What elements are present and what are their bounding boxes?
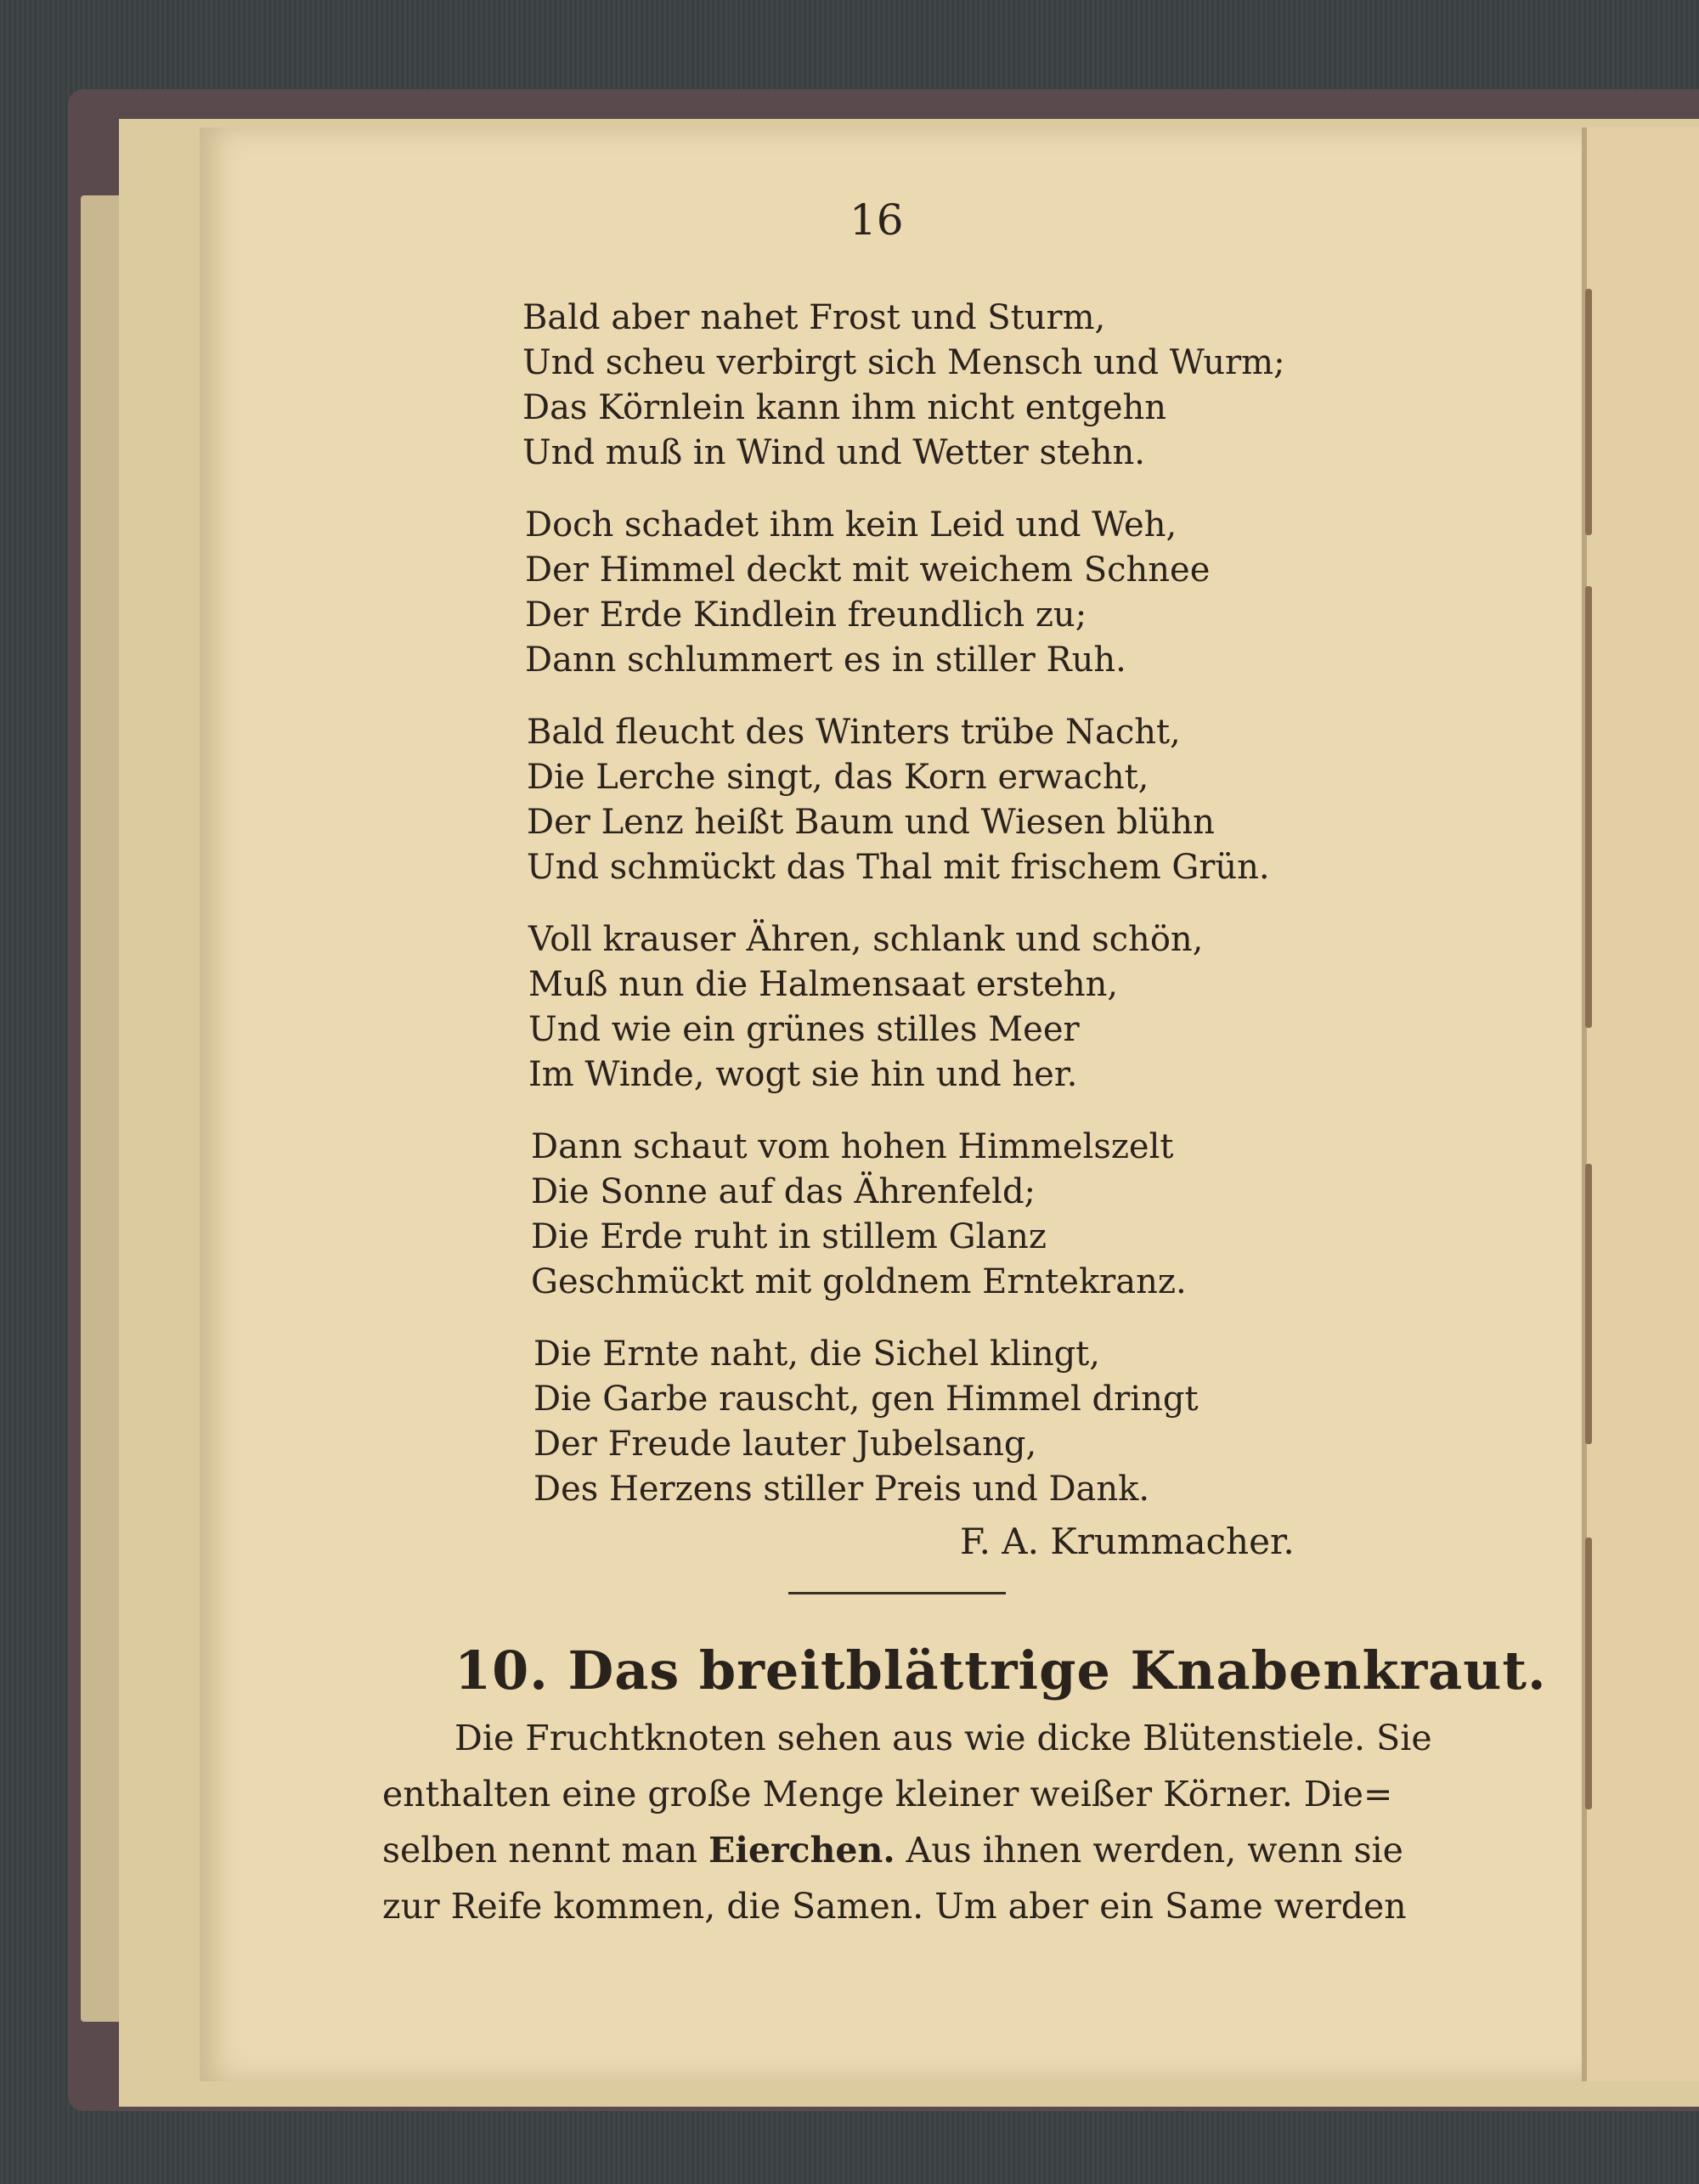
verse-line: Geschmückt mit goldnem Erntekranz. xyxy=(531,1262,1187,1301)
verse-line: Doch schadet ihm kein Leid und Weh, xyxy=(525,505,1177,545)
verse-line: Und schmückt das Thal mit frischem Grün. xyxy=(527,848,1270,887)
verse-line: Der Himmel deckt mit weichem Schnee xyxy=(525,550,1211,590)
verse-line: Die Garbe rauscht, gen Himmel dringt xyxy=(533,1380,1199,1419)
verse-line: Und muß in Wind und Wetter stehn. xyxy=(522,433,1146,472)
verse-line: Die Lerche singt, das Korn erwacht, xyxy=(527,758,1149,797)
verse-line: Das Körnlein kann ihm nicht entgehn xyxy=(522,388,1167,427)
verse-line: Dann schlummert es in stiller Ruh. xyxy=(525,641,1126,680)
paragraph-text: selben nennt man xyxy=(382,1830,698,1871)
verse-line: Bald aber nahet Frost und Sturm, xyxy=(522,298,1106,337)
paragraph-text: Aus ihnen werden, wenn sie xyxy=(906,1830,1403,1871)
paragraph-line: Die Fruchtknoten sehen aus wie dicke Blütenstiele. Sie xyxy=(454,1718,1432,1758)
verse-line: Die Ernte naht, die Sichel klingt, xyxy=(533,1335,1100,1374)
binding-thread xyxy=(1585,289,1592,535)
section-divider xyxy=(788,1592,1006,1594)
verse-line: Und scheu verbirgt sich Mensch und Wurm; xyxy=(522,343,1285,382)
right-page-edge xyxy=(1587,127,1699,2081)
section-heading: 10. Das breitblättrige Knabenkraut. xyxy=(454,1639,1547,1701)
verse-line: Die Erde ruht in stillem Glanz xyxy=(531,1217,1047,1256)
binding-thread xyxy=(1585,586,1592,1028)
verse-line: Voll krauser Ähren, schlank und schön, xyxy=(528,920,1204,959)
verse-line: Der Lenz heißt Baum und Wiesen blühn xyxy=(527,803,1215,842)
verse-line: Und wie ein grünes stilles Meer xyxy=(528,1010,1080,1049)
verse-line: Die Sonne auf das Ährenfeld; xyxy=(531,1172,1036,1211)
paragraph-line xyxy=(382,1830,1403,1871)
page-number: 16 xyxy=(850,195,904,245)
poem-author: F. A. Krummacher. xyxy=(960,1521,1295,1562)
binding-thread xyxy=(1585,1164,1592,1444)
verse-line: Des Herzens stiller Preis und Dank. xyxy=(533,1470,1150,1509)
verse-line: Der Erde Kindlein freundlich zu; xyxy=(525,595,1087,635)
verse-line: Muß nun die Halmensaat erstehn, xyxy=(528,965,1119,1004)
paragraph-line: enthalten eine große Menge kleiner weißer Körner. Die= xyxy=(382,1774,1393,1814)
verse-line: Bald fleucht des Winters trübe Nacht, xyxy=(527,713,1181,752)
verse-line: Im Winde, wogt sie hin und her. xyxy=(528,1055,1078,1094)
verse-line: Dann schaut vom hohen Himmelszelt xyxy=(531,1127,1174,1166)
paragraph-line: zur Reife kommen, die Samen. Um aber ein Same werden xyxy=(382,1886,1407,1927)
emphasized-term: Eierchen. xyxy=(708,1830,895,1871)
binding-thread xyxy=(1585,1538,1592,1809)
verse-line: Der Freude lauter Jubelsang, xyxy=(533,1425,1037,1464)
